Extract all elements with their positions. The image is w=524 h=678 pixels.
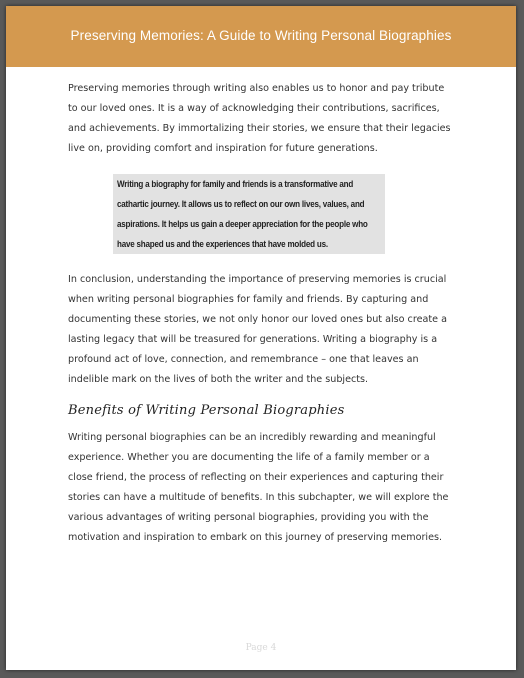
section-heading: Benefits of Writing Personal Biographies [68,403,345,418]
page-title: Preserving Memories: A Guide to Writing Personal Biographies [70,28,452,43]
pull-quote-text: Writing a biography for family and friends is a transformative and cathartic journey. It allows us to reflect on our own lives, values, and aspirations. It helps us gain a deeper appreciation for the people who have shaped us and the experiences that have molded us. [117,178,368,249]
page-number: Page 4 [245,643,277,653]
paragraph-benefits: Writing personal biographies can be an incredibly rewarding and meaningful experience. Whether you are documenting the life of a family member or a close friend, the process of reflecting on their experiences and capturing their stories can have a multitude of benefits. In this subchapter, we will explore the various advantages of writing personal biographies, providing you with the motivation and inspiration to embark on this journey of preserving memories. [68,432,449,543]
header-band [6,6,516,67]
paragraph-conclusion: In conclusion, understanding the importance of preserving memories is crucial when writing personal biographies for family and friends. By capturing and documenting these stories, we not only honor our loved ones but also create a lasting legacy that will be treasured for generations. Writing a biography is a profound act of love, connection, and remembrance – one that leaves an indelible mark on the lives of both the writer and the subjects. [68,274,447,385]
pull-quote-box [113,174,385,254]
paragraph-intro: Preserving memories through writing also enables us to honor and pay tribute to our loved ones. It is a way of acknowledging their contributions, sacrifices, and achievements. By immortalizing their stories, we ensure that their legacies live on, providing comfort and inspiration for future generations. [68,83,451,154]
document-page [6,6,516,670]
